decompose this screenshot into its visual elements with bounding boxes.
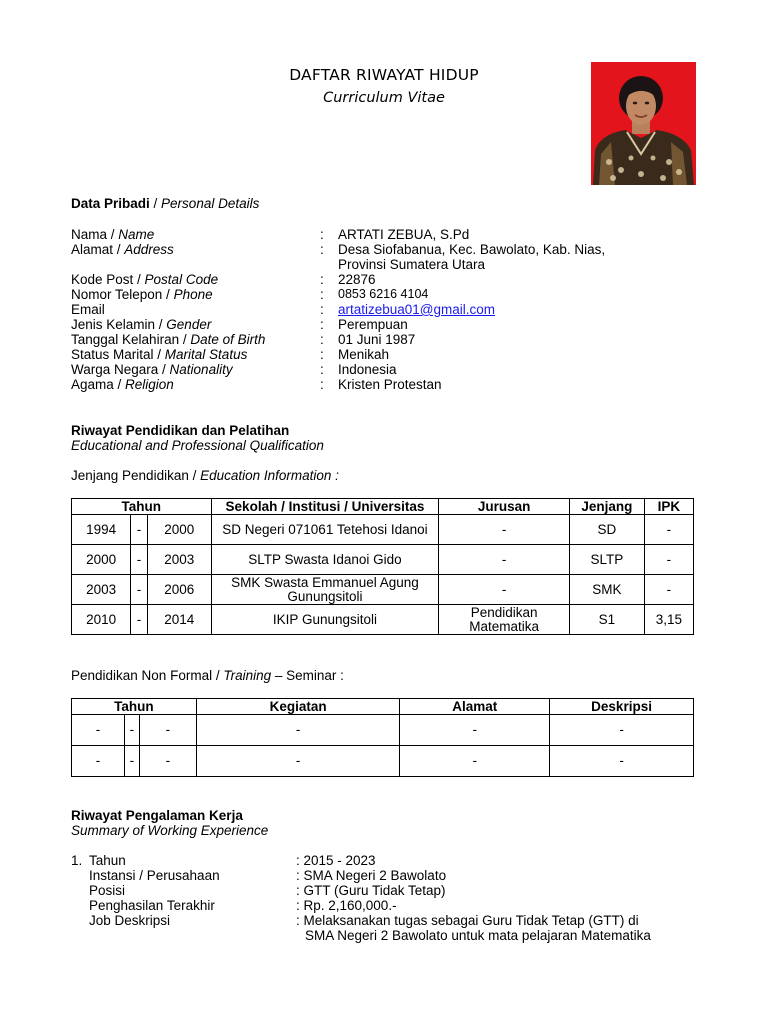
email-link[interactable]: artatizebua01@gmail.com — [338, 302, 496, 317]
nf-year-from: - — [72, 715, 125, 746]
nonformal-table — [71, 698, 694, 777]
work-field-label: Tahun — [89, 853, 126, 868]
work-item-number: 1. — [71, 853, 83, 868]
work-field-value: : SMA Negeri 2 Bawolato — [296, 868, 447, 883]
nonformal-label — [71, 668, 344, 683]
personal-field-label-en: Address — [124, 242, 174, 257]
personal-field-colon: : — [320, 302, 324, 317]
personal-field-row — [71, 227, 691, 242]
portrait-image — [591, 62, 696, 185]
edu-major — [439, 545, 570, 575]
personal-field-label-en: Name — [118, 227, 155, 242]
nf-year-to: - — [139, 746, 196, 777]
edu-major — [439, 515, 570, 545]
personal-field-colon: : — [320, 227, 324, 242]
personal-field-label-en: Nationality — [169, 362, 233, 377]
nonformal-label-main: Pendidikan Non Formal / — [71, 668, 224, 683]
table-row — [72, 746, 694, 777]
work-field-value-cont: SMA Negeri 2 Bawolato untuk mata pelajaran Matematika — [305, 928, 651, 943]
edu-school — [211, 515, 439, 545]
edu-year-dash: - — [131, 575, 148, 605]
education-info-label — [71, 468, 339, 483]
nf-year-to: - — [139, 715, 196, 746]
personal-heading-bold: Data Pribadi — [71, 196, 150, 211]
personal-heading-italic: Personal Details — [161, 196, 260, 211]
personal-field-colon: : — [320, 272, 324, 287]
table-row — [72, 605, 694, 635]
personal-field-label-en: Religion — [125, 377, 174, 392]
education-table-header — [72, 499, 694, 515]
edu-gpa: - — [644, 545, 693, 575]
personal-field-row-cont — [338, 257, 485, 272]
edu-year-from: 2003 — [72, 575, 131, 605]
work-field-label: Posisi — [89, 883, 126, 898]
edu-year-from: 2000 — [72, 545, 131, 575]
work-field-label: Penghasilan Terakhir — [89, 898, 215, 913]
personal-field-label-en: Date of Birth — [190, 332, 266, 347]
personal-field-colon: : — [320, 287, 324, 302]
nf-address: - — [400, 746, 550, 777]
nf-description: - — [550, 715, 694, 746]
edu-school-line1: IKIP Gunungsitoli — [272, 611, 377, 627]
personal-field-label-en: Gender — [166, 317, 212, 332]
personal-field-row — [71, 287, 691, 302]
edu-year-dash: - — [131, 605, 148, 635]
personal-field-label: Agama / — [71, 377, 126, 392]
personal-field-label: Warga Negara / — [71, 362, 170, 377]
edu-level: SLTP — [570, 545, 645, 575]
work-field-label: Instansi / Perusahaan — [89, 868, 220, 883]
work-heading-en: Summary of Working Experience — [71, 823, 269, 838]
education-heading-en: Educational and Professional Qualification — [71, 438, 324, 453]
edu-school-line1: SMK Swasta Emmanuel Agung — [231, 574, 419, 590]
personal-field-row — [71, 332, 691, 347]
personal-field-value-cont: Provinsi Sumatera Utara — [338, 257, 486, 272]
work-field-value: : 2015 - 2023 — [296, 853, 376, 868]
personal-field-row — [71, 377, 691, 392]
nf-year-from: - — [72, 746, 125, 777]
nf-description: - — [550, 746, 694, 777]
personal-field-row — [71, 302, 691, 317]
table-row — [72, 515, 694, 545]
edu-level: S1 — [570, 605, 645, 635]
document-subtitle: Curriculum Vitae — [323, 90, 445, 106]
personal-field-label: Jenis Kelamin / — [71, 317, 167, 332]
personal-field-label: Email — [71, 302, 105, 317]
nonformal-label-rest: – Seminar : — [271, 668, 344, 683]
work-heading: Riwayat Pengalaman Kerja — [71, 808, 243, 823]
nonformal-label-it: Training — [223, 668, 272, 683]
edu-school — [211, 575, 439, 605]
edu-school — [211, 545, 439, 575]
edu-year-to: 2000 — [147, 515, 211, 545]
education-sub-label-it: Education Information : — [200, 468, 339, 483]
personal-field-value: ARTATI ZEBUA, S.Pd — [338, 227, 470, 242]
personal-field-value: 0853 6216 4104 — [338, 287, 429, 301]
edu-year-from: 2010 — [72, 605, 131, 635]
edu-level: SD — [570, 515, 645, 545]
col-header-ipk: IPK — [644, 499, 693, 515]
nf-address: - — [400, 715, 550, 746]
col-header-jenjang: Jenjang — [570, 499, 645, 515]
personal-field-label: Nomor Telepon / — [71, 287, 174, 302]
personal-details-heading — [71, 196, 259, 211]
edu-year-to: 2014 — [147, 605, 211, 635]
work-field-value: : GTT (Guru Tidak Tetap) — [296, 883, 446, 898]
table-row — [72, 575, 694, 605]
personal-field-label: Nama / — [71, 227, 119, 242]
edu-year-to: 2003 — [147, 545, 211, 575]
edu-major — [439, 605, 570, 635]
edu-gpa: 3,15 — [644, 605, 693, 635]
personal-field-colon: : — [320, 317, 324, 332]
personal-field-row — [71, 347, 691, 362]
work-field-value: : Rp. 2,160,000.- — [296, 898, 397, 913]
edu-school-line2: Gunungsitoli — [287, 588, 363, 604]
nf-col-header-kegiatan: Kegiatan — [196, 699, 400, 715]
personal-field-label: Tanggal Kelahiran / — [71, 332, 191, 347]
work-field-value: : Melaksanakan tugas sebagai Guru Tidak Tetap (GTT) di — [296, 913, 639, 928]
personal-field-value: Perempuan — [338, 317, 408, 332]
personal-field-colon: : — [320, 242, 324, 257]
edu-major-line1: - — [501, 521, 507, 537]
table-row — [72, 715, 694, 746]
personal-field-value: Indonesia — [338, 362, 397, 377]
edu-school-line1: SLTP Swasta Idanoi Gido — [248, 551, 402, 567]
personal-field-label-en: Phone — [173, 287, 213, 302]
edu-major-line1: - — [501, 551, 507, 567]
edu-major-line1: Pendidikan — [470, 604, 538, 620]
col-header-jurusan: Jurusan — [439, 499, 570, 515]
nf-year-dash: - — [124, 715, 139, 746]
personal-field-row — [71, 317, 691, 332]
nf-year-dash: - — [124, 746, 139, 777]
nf-col-header-tahun: Tahun — [72, 699, 197, 715]
personal-field-value: Menikah — [338, 347, 390, 362]
personal-field-value: 01 Juni 1987 — [338, 332, 416, 347]
col-header-tahun: Tahun — [72, 499, 212, 515]
profile-photo — [591, 62, 696, 185]
nf-activity: - — [196, 715, 400, 746]
nf-col-header-alamat: Alamat — [400, 699, 550, 715]
edu-major-line1: - — [501, 581, 507, 597]
document-title: DAFTAR RIWAYAT HIDUP — [289, 66, 479, 84]
nf-col-header-deskripsi: Deskripsi — [550, 699, 694, 715]
edu-school-line1: SD Negeri 071061 Tetehosi Idanoi — [222, 521, 428, 537]
personal-field-label: Status Marital / — [71, 347, 165, 362]
personal-field-colon: : — [320, 347, 324, 362]
personal-field-row — [71, 272, 691, 287]
personal-field-label-en: Postal Code — [144, 272, 219, 287]
personal-field-colon: : — [320, 377, 324, 392]
edu-level: SMK — [570, 575, 645, 605]
edu-gpa: - — [644, 575, 693, 605]
edu-major — [439, 575, 570, 605]
nf-activity: - — [196, 746, 400, 777]
edu-year-from: 1994 — [72, 515, 131, 545]
education-heading: Riwayat Pendidikan dan Pelatihan — [71, 423, 290, 438]
nonformal-table-header — [72, 699, 694, 715]
personal-field-label: Kode Post / — [71, 272, 145, 287]
edu-major-line2: Matematika — [469, 618, 540, 634]
edu-school — [211, 605, 439, 635]
personal-field-value: Kristen Protestan — [338, 377, 442, 392]
personal-field-value: 22876 — [338, 272, 376, 287]
education-sub-label: Jenjang Pendidikan / — [71, 468, 201, 483]
personal-heading-sep: / — [149, 196, 162, 211]
edu-year-dash: - — [131, 515, 148, 545]
table-row — [72, 545, 694, 575]
personal-field-label-en: Marital Status — [164, 347, 248, 362]
personal-field-colon: : — [320, 362, 324, 377]
work-field-label: Job Deskripsi — [89, 913, 171, 928]
personal-field-row — [71, 362, 691, 377]
personal-field-colon: : — [320, 332, 324, 347]
edu-year-to: 2006 — [147, 575, 211, 605]
personal-field-value: Desa Siofabanua, Kec. Bawolato, Kab. Nias, — [338, 242, 606, 257]
edu-year-dash: - — [131, 545, 148, 575]
personal-field-row — [71, 242, 691, 257]
education-table — [71, 498, 694, 635]
personal-field-label: Alamat / — [71, 242, 125, 257]
col-header-sekolah: Sekolah / Institusi / Universitas — [211, 499, 439, 515]
edu-gpa: - — [644, 515, 693, 545]
